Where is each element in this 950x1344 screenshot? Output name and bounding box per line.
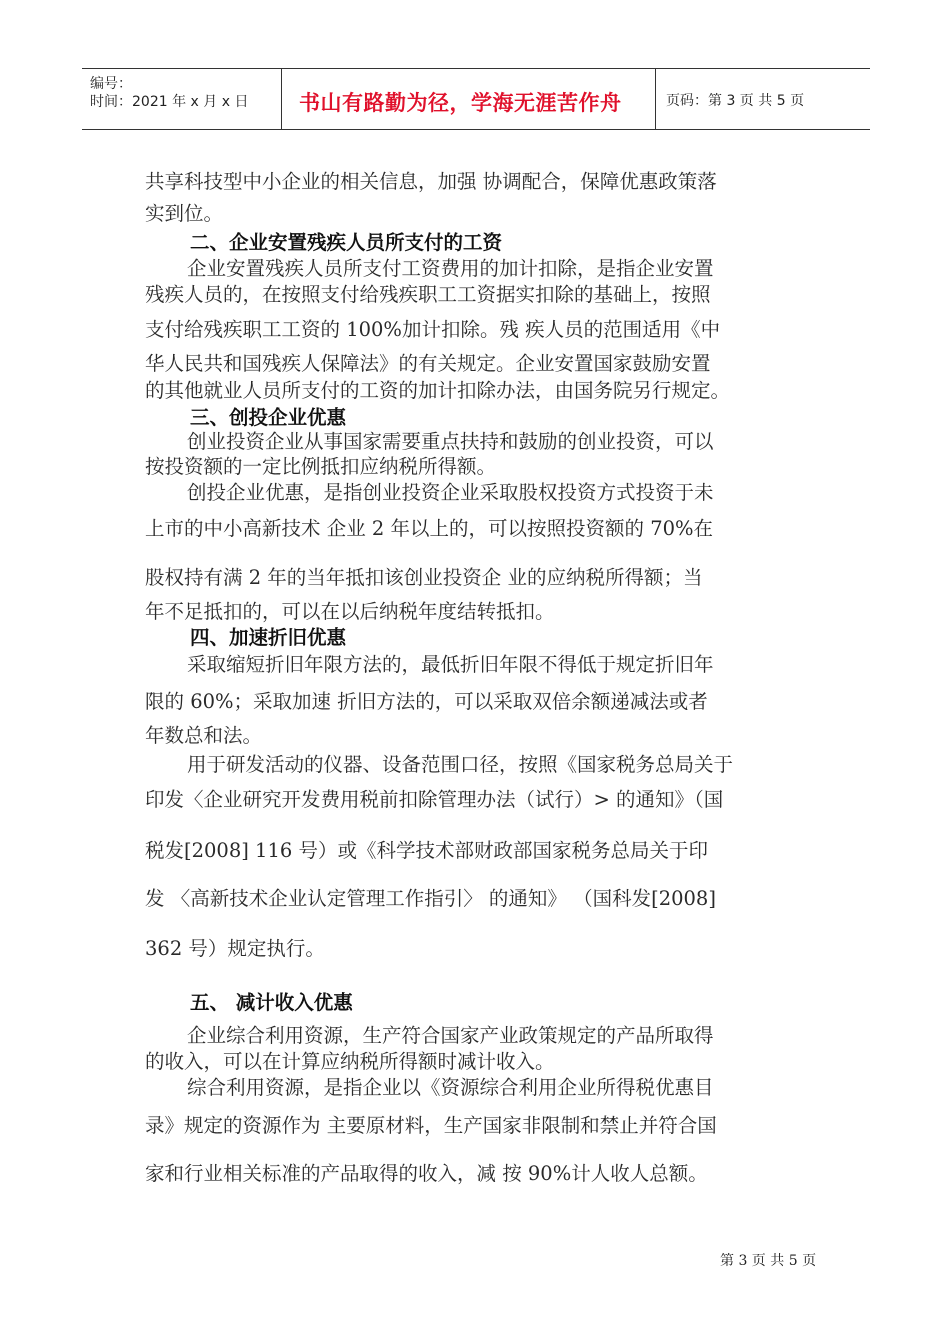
paragraph-line: 限的 60%；采取加速 折旧方法的，可以采取双倍余额递减法或者	[145, 690, 708, 713]
paragraph-line: 股权持有满 2 年的当年抵扣该创业投资企 业的应纳税所得额；当	[145, 566, 703, 589]
header-motto: 书山有路勤为径，学海无涯苦作舟	[299, 91, 622, 115]
paragraph-line: 家和行业相关标准的产品取得的收入，减 按 90%计人收人总额。	[145, 1162, 708, 1185]
paragraph-line: 发 〈高新技术企业认定管理工作指引〉 的通知》 （国科发[2008]	[145, 887, 716, 910]
paragraph-line: 按投资额的一定比例抵扣应纳税所得额。	[145, 455, 497, 478]
paragraph-line: 企业综合利用资源，生产符合国家产业政策规定的产品所取得	[187, 1024, 714, 1047]
paragraph-line: 企业安置残疾人员所支付工资费用的加计扣除，是指企业安置	[187, 257, 714, 280]
paragraph-line: 上市的中小高新技术 企业 2 年以上的，可以按照投资额的 70%在	[145, 517, 714, 540]
section-heading-4: 四、加速折旧优惠	[190, 626, 347, 649]
paragraph-line: 残疾人员的，在按照支付给残疾职工工资据实扣除的基础上，按照	[145, 283, 711, 306]
paragraph-line: 印发〈企业研究开发费用税前扣除管理办法（试行）> 的通知》（国	[145, 788, 724, 811]
header-left-cell	[82, 69, 282, 129]
paragraph-line: 采取缩短折旧年限方法的，最低折旧年限不得低于规定折旧年	[187, 653, 714, 676]
paragraph-line: 年数总和法。	[145, 724, 263, 747]
paragraph-line: 创业投资企业从事国家需要重点扶持和鼓励的创业投资，可以	[187, 430, 714, 453]
footer-page-number: 第 3 页 共 5 页	[720, 1253, 817, 1269]
header-page-number: 页码：第 3 页 共 5 页	[666, 93, 805, 109]
paragraph-line: 共享科技型中小企业的相关信息，加强 协调配合，保障优惠政策落	[145, 170, 717, 193]
section-heading-3: 三、创投企业优惠	[190, 406, 347, 429]
paragraph-line: 用于研发活动的仪器、设备范围口径，按照《国家税务总局关于	[187, 753, 734, 776]
paragraph-line: 实到位。	[145, 202, 224, 225]
paragraph-line: 的其他就业人员所支付的工资的加计扣除办法，由国务院另行规定。	[145, 379, 731, 402]
paragraph-line: 年不足抵扣的，可以在以后纳税年度结转抵扣。	[145, 600, 555, 623]
header-right-cell	[656, 69, 870, 129]
paragraph-line: 税发[2008] 116 号）或《科学技术部财政部国家税务总局关于印	[145, 839, 708, 862]
paragraph-line: 支付给残疾职工工资的 100%加计扣除。残 疾人员的范围适用《中	[145, 318, 721, 341]
page-header	[82, 68, 870, 130]
date-label: 时间：2021 年 x 月 x 日	[90, 94, 249, 110]
paragraph-line: 的收入，可以在计算应纳税所得额时减计收入。	[145, 1050, 555, 1073]
paragraph-line: 创投企业优惠，是指创业投资企业采取股权投资方式投资于未	[187, 481, 714, 504]
paragraph-line: 362 号）规定执行。	[145, 937, 325, 960]
serial-label: 编号：	[90, 76, 132, 92]
section-heading-5: 五、 减计收入优惠	[190, 991, 353, 1014]
paragraph-line: 录》规定的资源作为 主要原材料，生产国家非限制和禁止并符合国	[145, 1114, 717, 1137]
paragraph-line: 综合利用资源，是指企业以《资源综合利用企业所得税优惠目	[187, 1076, 714, 1099]
paragraph-line: 华人民共和国残疾人保障法》的有关规定。企业安置国家鼓励安置	[145, 352, 711, 375]
header-motto-cell	[281, 69, 656, 129]
section-heading-2: 二、企业安置残疾人员所支付的工资	[190, 231, 503, 254]
